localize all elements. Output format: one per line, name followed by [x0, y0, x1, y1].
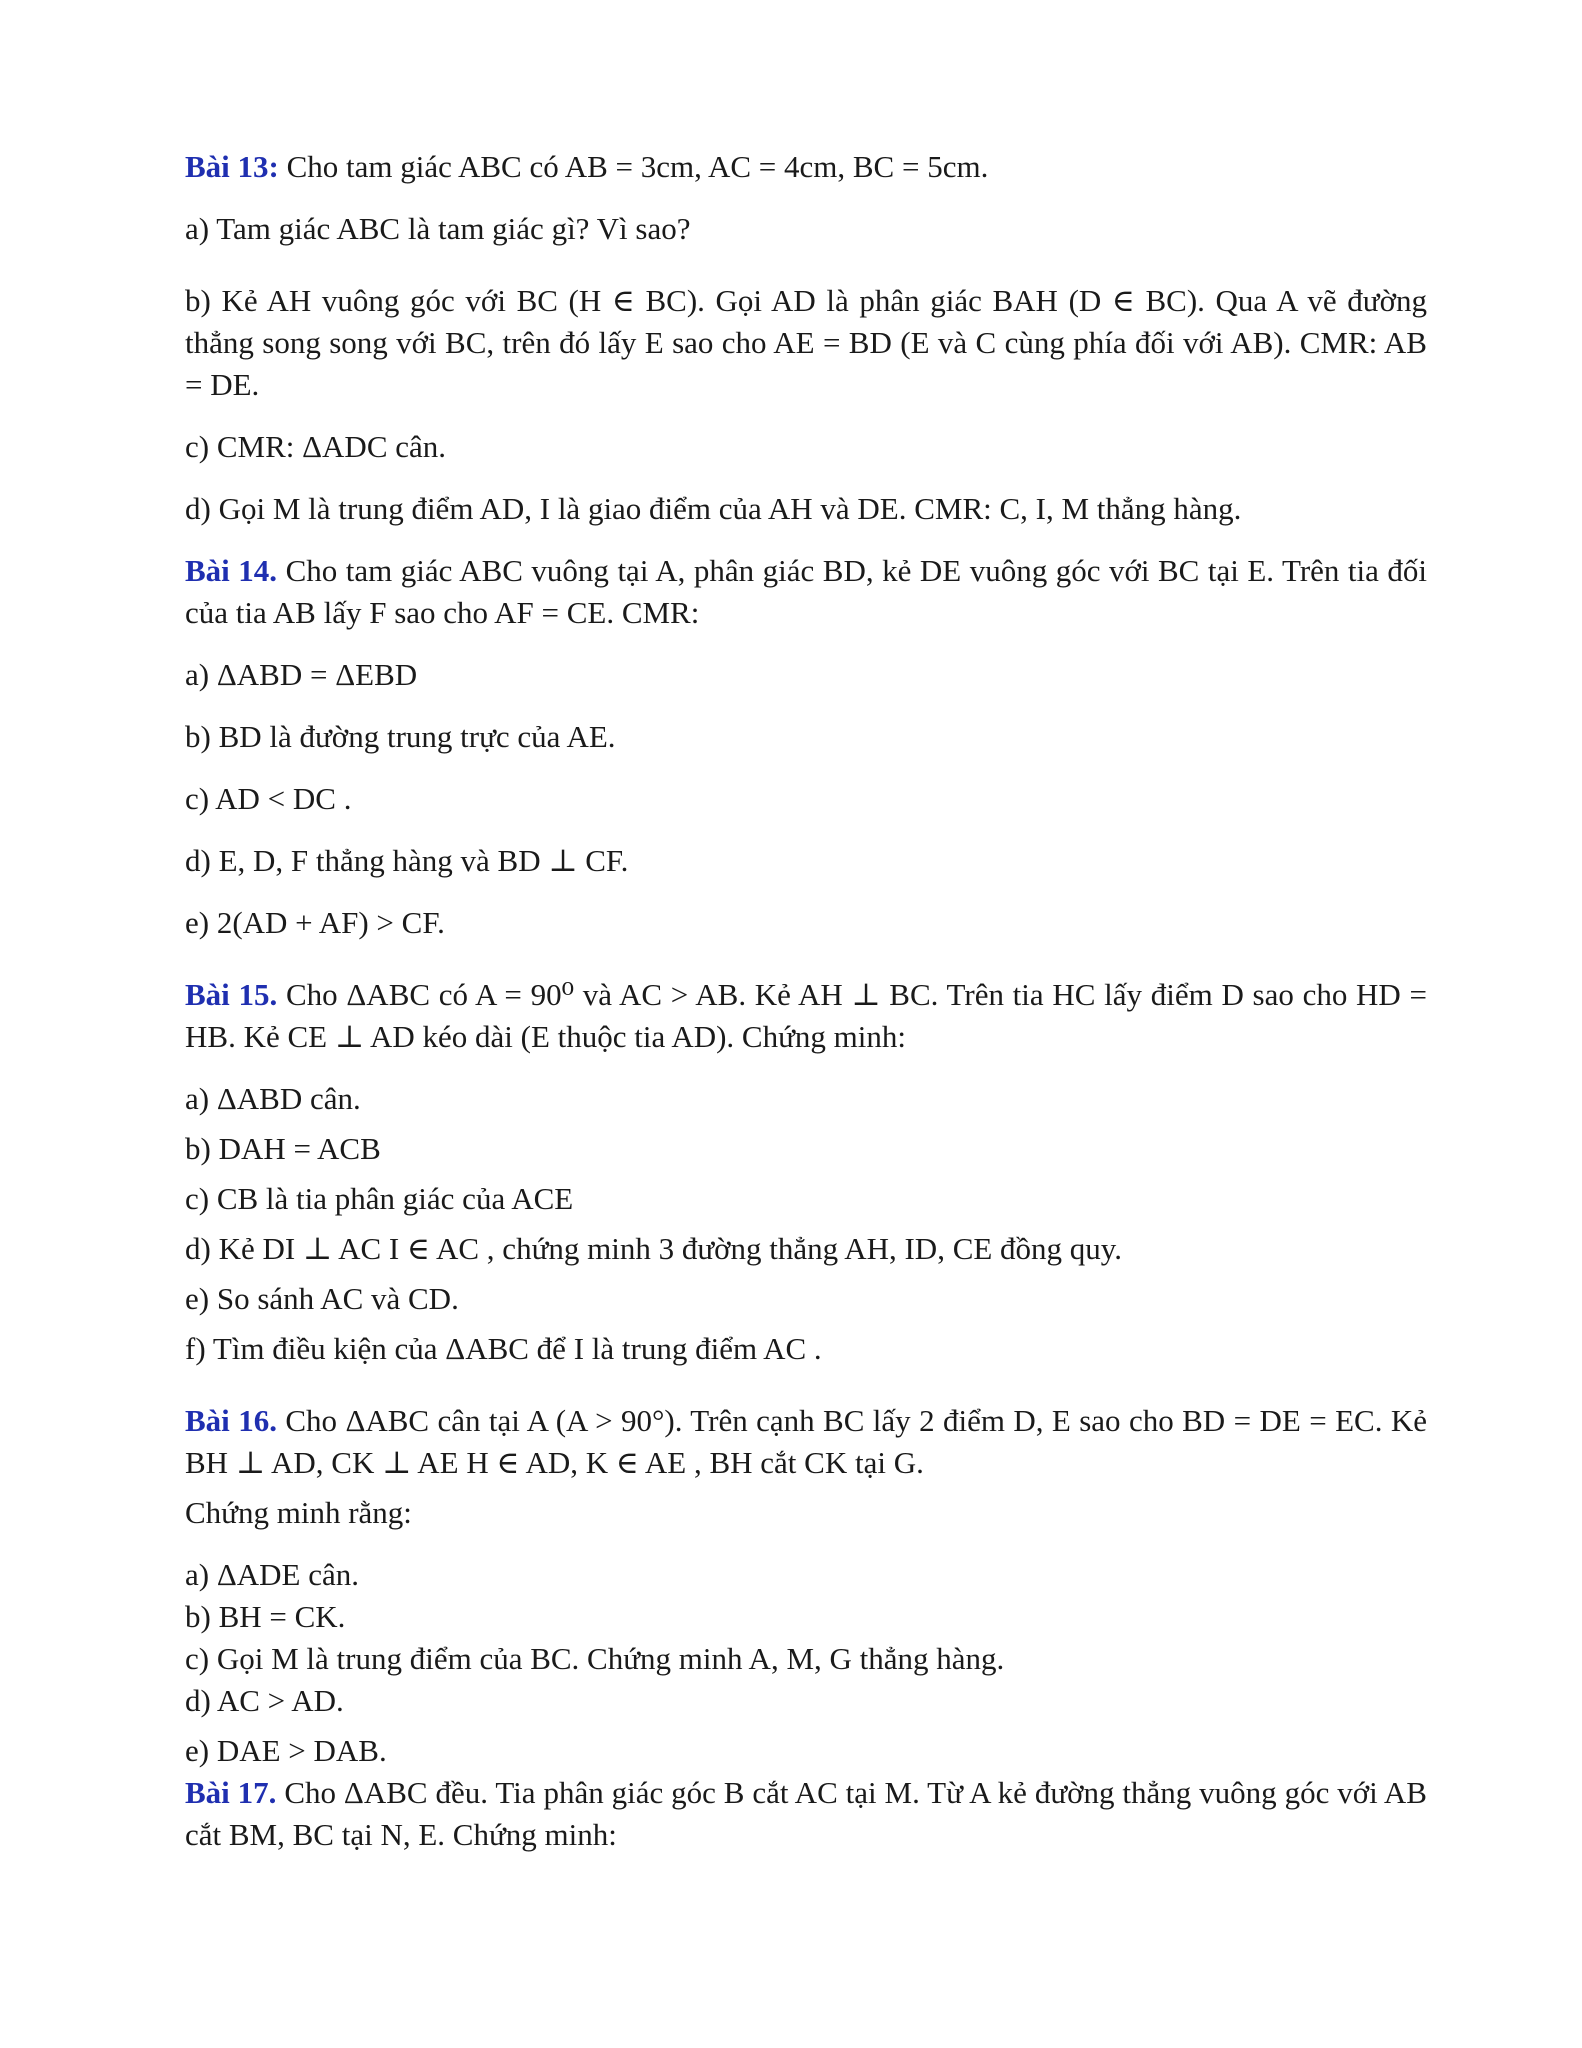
problem-16-label: Bài 16.: [185, 1403, 277, 1438]
problem-15-item-c: c) CB là tia phân giác của ACE: [185, 1181, 574, 1216]
problem-13-item-b: b) Kẻ AH vuông góc với BC (H ∈ BC). Gọi AD là phân giác BAH (D ∈ BC). Qua A vẽ đường thẳng song song với BC, trên đó lấy E sao cho AE = BD (E và C cùng phía đối với AB). CMR: AB = DE.: [185, 283, 1427, 402]
problem-14-item-b: b) BD là đường trung trực của AE.: [185, 719, 616, 754]
problem-13-item-d: d) Gọi M là trung điểm AD, I là giao điểm của AH và DE. CMR: C, I, M thẳng hàng.: [185, 491, 1242, 526]
problem-17-statement: [185, 1772, 1427, 1856]
problem-14-label: Bài 14.: [185, 553, 278, 588]
problem-13-text: Cho tam giác ABC có AB = 3cm, AC = 4cm, BC = 5cm.: [286, 149, 989, 184]
problem-15-item-a: a) ΔABD cân.: [185, 1081, 361, 1116]
problem-17-label: Bài 17.: [185, 1775, 277, 1810]
problem-15-item-e: e) So sánh AC và CD.: [185, 1281, 459, 1316]
problem-15-statement: [185, 974, 1427, 1058]
problem-14-item-d: d) E, D, F thẳng hàng và BD ⊥ CF.: [185, 843, 629, 878]
problem-16-item-b: b) BH = CK.: [185, 1599, 346, 1634]
problem-16-item-a: a) ΔADE cân.: [185, 1557, 359, 1592]
problem-15-item-b: b) DAH = ACB: [185, 1131, 381, 1166]
problem-14-item-a: a) ΔABD = ΔEBD: [185, 657, 418, 692]
problem-14-item-c: c) AD < DC .: [185, 781, 352, 816]
problem-16-item-c: c) Gọi M là trung điểm của BC. Chứng minh A, M, G thẳng hàng.: [185, 1641, 1005, 1676]
problem-13-label: Bài 13:: [185, 149, 279, 184]
problem-15-label: Bài 15.: [185, 977, 278, 1012]
problem-16-statement-2: Chứng minh rằng:: [185, 1495, 412, 1530]
problem-17-text: Cho ΔABC đều. Tia phân giác góc B cắt AC tại M. Từ A kẻ đường thẳng vuông góc với AB cắt BM, BC tại N, E. Chứng minh:: [185, 1775, 1427, 1852]
problem-15-item-d: d) Kẻ DI ⊥ AC I ∈ AC , chứng minh 3 đường thẳng AH, ID, CE đồng quy.: [185, 1231, 1123, 1266]
problem-13-item-a: a) Tam giác ABC là tam giác gì? Vì sao?: [185, 211, 691, 246]
problem-15-text: Cho ΔABC có A = 90⁰ và AC > AB. Kẻ AH ⊥ BC. Trên tia HC lấy điểm D sao cho HD = HB. Kẻ CE ⊥ AD kéo dài (E thuộc tia AD). Chứng minh:: [185, 977, 1428, 1054]
problem-16-item-d: d) AC > AD.: [185, 1683, 344, 1718]
problem-13-statement: [185, 146, 1427, 188]
problem-14-statement: [185, 550, 1427, 634]
problem-14-item-e: e) 2(AD + AF) > CF.: [185, 905, 445, 940]
problem-16-text: Cho ΔABC cân tại A (A > 90°). Trên cạnh BC lấy 2 điểm D, E sao cho BD = DE = EC. Kẻ BH ⊥ AD, CK ⊥ AE H ∈ AD, K ∈ AE , BH cắt CK tại G.: [185, 1403, 1427, 1480]
problem-14-text: Cho tam giác ABC vuông tại A, phân giác BD, kẻ DE vuông góc với BC tại E. Trên tia đối của tia AB lấy F sao cho AF = CE. CMR:: [185, 553, 1428, 630]
problem-13-item-c: c) CMR: ΔADC cân.: [185, 429, 447, 464]
problem-15-item-f: f) Tìm điều kiện của ΔABC để I là trung điểm AC .: [185, 1331, 822, 1366]
problem-16-statement: [185, 1400, 1427, 1484]
problem-16-item-e: e) DAE > DAB.: [185, 1733, 387, 1768]
